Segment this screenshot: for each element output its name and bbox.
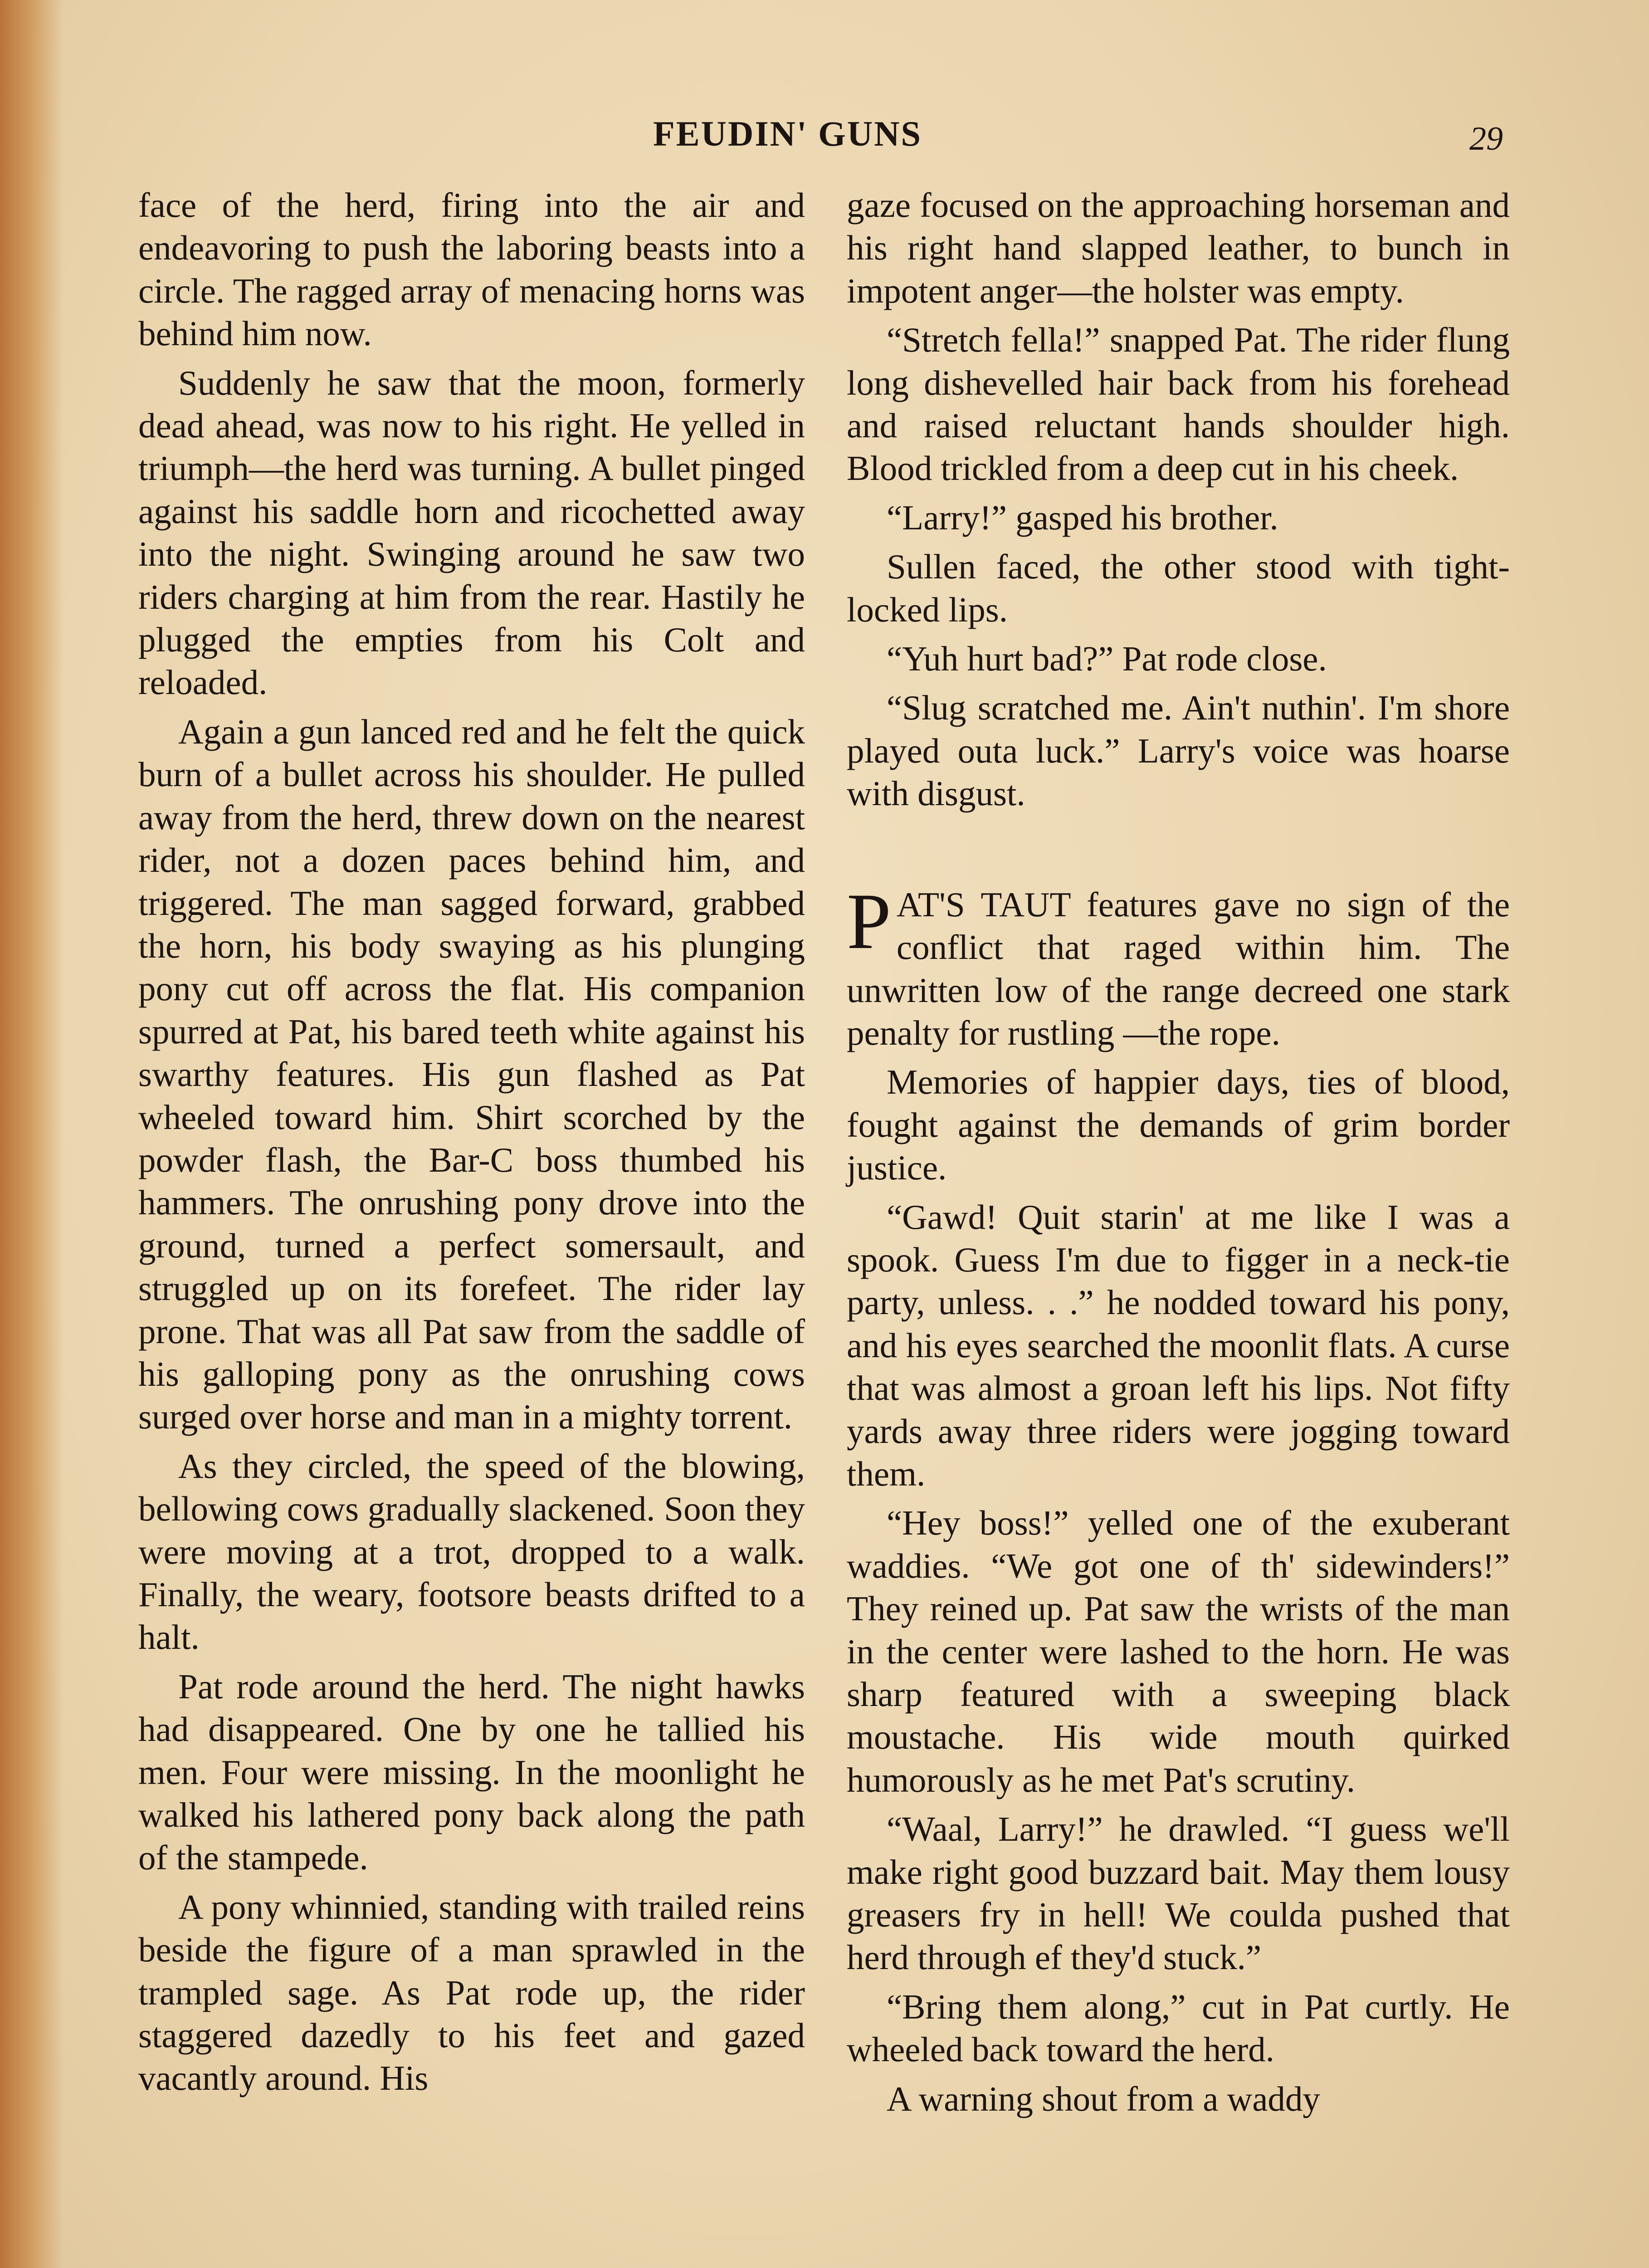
paragraph: “Stretch fella!” snapped Pat. The rider flung long dishevelled hair back from his forehead and raised reluctant hands shoulder high. Blood trickled from a deep cut in his cheek. bbox=[847, 320, 1510, 488]
right-column bbox=[847, 184, 1510, 2126]
paragraph: As they circled, the speed of the blowing, bellowing cows gradually slackened. Soon they were moving at a trot, dropped to a walk. Finally, the weary, footsore beasts drifted to a halt. bbox=[138, 1446, 805, 1657]
paragraph: gaze focused on the approaching horseman and his right hand slapped leather, to bunch in impotent anger—the holster was empty. bbox=[847, 186, 1510, 310]
section-opening-text: features gave no sign of the conflict that raged within him. The unwritten low of the range decreed one stark penalty for rustling —the rope. bbox=[847, 885, 1510, 1052]
paragraph: Again a gun lanced red and he felt the quick burn of a bullet across his shoulder. He pulled away from the herd, threw down on the nearest rider, not a dozen paces behind him, and triggered. The man sagged forward, grabbed the horn, his body swaying as his plunging pony cut off across the flat. His companion spurred at Pat, his bared teeth white against his swarthy features. His gun flashed as Pat wheeled toward him. Shirt scorched by the powder flash, the Bar-C boss thumbed his hammers. The onrushing pony drove into the ground, turned a perfect somersault, and struggled up on its forefeet. The rider lay prone. That was all Pat saw from the saddle of his galloping pony as the onrushing cows surged over horse and man in a mighty torrent. bbox=[138, 712, 805, 1437]
section-lead-in: AT'S TAUT bbox=[896, 885, 1071, 924]
paragraph: “Hey boss!” yelled one of the exuberant waddies. “We got one of th' sidewinders!” They reined up. Pat saw the wrists of the man in the center were lashed to the horn. He was sharp featured with a sweeping black moustache. His wide mouth quirked humorously as he met Pat's scrutiny. bbox=[847, 1503, 1510, 1799]
paragraph: “Bring them along,” cut in Pat curtly. He wheeled back toward the herd. bbox=[847, 1987, 1510, 2069]
paragraph: face of the herd, firing into the air and endeavoring to push the laboring beasts into a circle. The ragged array of menacing horns was behind him now. bbox=[138, 186, 805, 353]
paragraph: Sullen faced, the other stood with tight-locked lips. bbox=[847, 547, 1510, 629]
paragraph: Suddenly he saw that the moon, formerly dead ahead, was now to his right. He yelled in triumph—the herd was turning. A bullet pinged against his saddle horn and ricochetted away into the night. Swinging around he saw two riders charging at him from the rear. Hastily he plugged the empties from his Colt and reloaded. bbox=[138, 363, 805, 702]
paragraph: A warning shout from a waddy bbox=[887, 2079, 1320, 2118]
running-title: FEUDIN' GUNS bbox=[653, 114, 922, 153]
paragraph: “Yuh hurt bad?” Pat rode close. bbox=[887, 639, 1327, 679]
drop-cap: P bbox=[847, 877, 891, 966]
paragraph: “Waal, Larry!” he drawled. “I guess we'll make right good buzzard bait. May them lousy greasers fry in hell! We coulda pushed that herd through ef they'd stuck.” bbox=[847, 1809, 1510, 1977]
paragraph: “Slug scratched me. Ain't nuthin'. I'm shore played outa luck.” Larry's voice was hoarse with disgust. bbox=[847, 688, 1510, 813]
page-spine-shadow bbox=[0, 0, 63, 2268]
paragraph: Memories of happier days, ties of blood, fought against the demands of grim border justice. bbox=[847, 1062, 1510, 1188]
running-header bbox=[0, 113, 1649, 168]
left-column bbox=[138, 184, 805, 2106]
paragraph: “Larry!” gasped his brother. bbox=[887, 498, 1278, 537]
paragraph: Pat rode around the herd. The night hawks had disappeared. One by one he tallied his men. Four were missing. In the moonlight he walked his lathered pony back along the path of the stampede. bbox=[138, 1667, 805, 1877]
page-number: 29 bbox=[1469, 120, 1503, 157]
paragraph: A pony whinnied, standing with trailed reins beside the figure of a man sprawled in the trampled sage. As Pat rode up, the rider staggered dazedly to his feet and gazed vacantly around. His bbox=[138, 1887, 805, 2098]
paragraph: “Gawd! Quit starin' at me like I was a spook. Guess I'm due to figger in a neck-tie party, unless. . .” he nodded toward his pony, and his eyes searched the moonlit flats. A curse that was almost a groan left his lips. Not fifty yards away three riders were jogging toward them. bbox=[847, 1197, 1510, 1493]
section-opening-paragraph bbox=[847, 877, 1510, 1055]
